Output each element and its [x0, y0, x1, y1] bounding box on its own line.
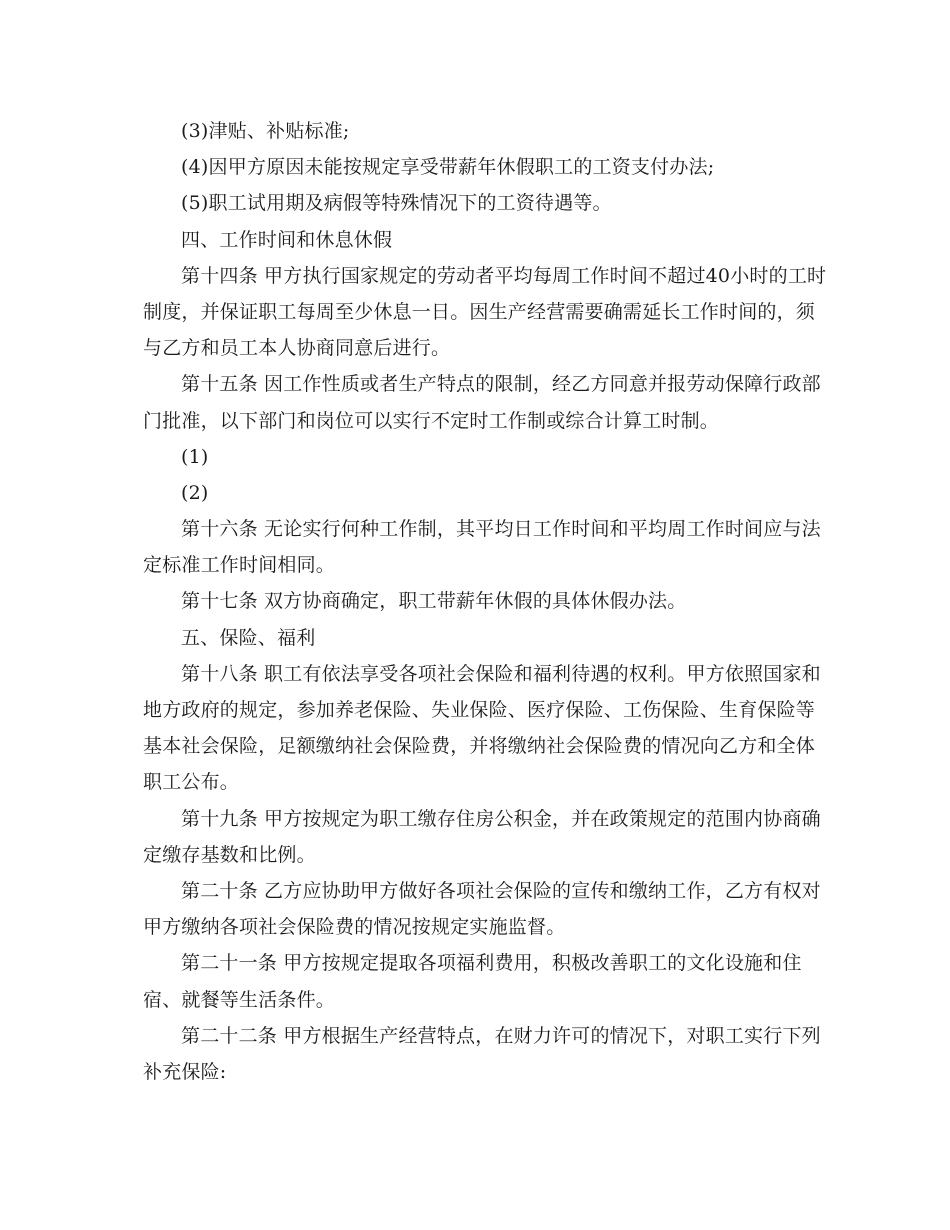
text-line: 与乙方和员工本人协商同意后进行。: [143, 337, 451, 360]
text-line: 甲方缴纳各项社会保险费的情况按规定实施监督。: [143, 916, 566, 939]
text-line: 定缴存基数和比例。: [143, 843, 316, 866]
text-line: 制度，并保证职工每周至少休息一日。因生产经营需要确需延长工作时间的，须: [143, 300, 816, 323]
text-line: (5)职工试用期及病假等特殊情况下的工资待遇等。: [181, 192, 612, 215]
text-line: 第二十二条 甲方根据生产经营特点，在财力许可的情况下，对职工实行下列: [181, 1024, 821, 1047]
text-line: 宿、就餐等生活条件。: [143, 988, 336, 1011]
text-line: 第二十一条 甲方按规定提取各项福利费用，积极改善职工的文化设施和住: [181, 952, 802, 975]
text-line: 第十五条 因工作性质或者生产特点的限制，经乙方同意并报劳动保障行政部: [181, 373, 821, 396]
text-line: 职工公布。: [143, 771, 240, 794]
text-line: 定标准工作时间相同。: [143, 554, 336, 577]
text-line: 门批准，以下部门和岗位可以实行不定时工作制或综合计算工时制。: [143, 409, 720, 432]
text-line: 第十六条 无论实行何种工作制，其平均日工作时间和平均周工作时间应与法: [181, 518, 821, 541]
text-line: 第十七条 双方协商确定，职工带薪年休假的具体休假办法。: [181, 590, 687, 613]
document-page: [143, 113, 827, 1090]
text-line: 第十九条 甲方按规定为职工缴存住房公积金，并在政策规定的范围内协商确: [181, 807, 821, 830]
text-line: 四、工作时间和休息休假: [181, 228, 393, 251]
text-line: 补充保险:: [143, 1060, 227, 1083]
text-line: (4)因甲方原因未能按规定享受带薪年休假职工的工资支付办法;: [181, 156, 715, 179]
text-line: 五、保险、福利: [181, 626, 316, 649]
text-line: 第十八条 职工有依法享受各项社会保险和福利待遇的权利。甲方依照国家和: [181, 662, 821, 685]
text-line: (1): [181, 445, 209, 468]
text-line: (2): [181, 481, 209, 504]
text-line: 第二十条 乙方应协助甲方做好各项社会保险的宣传和缴纳工作，乙方有权对: [181, 879, 821, 902]
text-line: 基本社会保险，足额缴纳社会保险费，并将缴纳社会保险费的情况向乙方和全体: [143, 735, 816, 758]
text-line: 第十四条 甲方执行国家规定的劳动者平均每周工作时间不超过40小时的工时: [181, 264, 827, 287]
text-line: (3)津贴、补贴标准;: [181, 120, 350, 142]
text-line: 地方政府的规定，参加养老保险、失业保险、医疗保险、工伤保险、生育保险等: [143, 699, 816, 721]
